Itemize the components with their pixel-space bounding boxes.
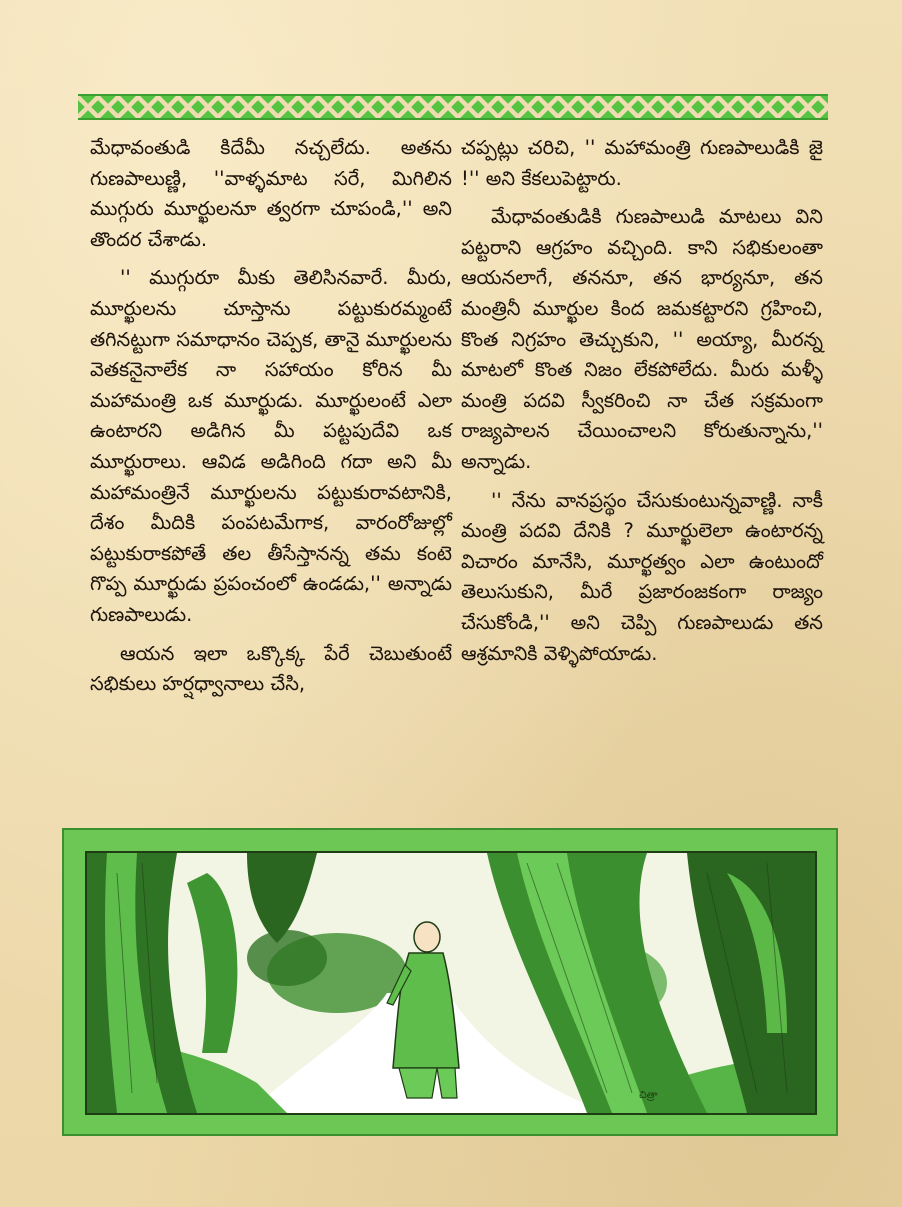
forest-illustration [85, 851, 817, 1115]
artist-signature: చిత్రా [639, 1090, 658, 1101]
paragraph: చప్పట్లు చరిచి, '' మహామంత్రి గుణపాలుడికి జై !'' అని కేకలుపెట్టారు. [461, 136, 823, 190]
paragraph: మేధావంతుడికి గుణపాలుడి మాటలు విని పట్టరాని ఆగ్రహం వచ్చింది. కాని సభికులంతా ఆయనలాగే, తననూ, తన భార్యనూ, తన మంత్రినీ మూర్ఖుల కింద జమకట్టారని గ్రహించి, కొంత నిగ్రహం తెచ్చుకుని, '' అయ్యా, మీరన్న మాటలో కొంత నిజం లేకపోలేదు. మీరు మళ్ళీ మంత్రి పదవి స్వీకరించి నా చేత సక్రమంగా రాజ్యపాలన చేయించాలని కోరుతున్నాను,'' అన్నాడు. [461, 205, 823, 473]
paragraph: ఆయన ఇలా ఒక్కొక్క పేరే చెబుతుంటే సభికులు హర్షధ్వానాలు చేసి, [90, 641, 452, 696]
paragraph: '' నేను వానప్రస్థం చేసుకుంటున్నవాణ్ణి. నాకీ మంత్రి పదవి దేనికి ? మూర్ఖులెలా ఉంటారన్న విచారం మానేసి, మూర్ఖత్వం ఎలా ఉంటుందో తెలుసుకుని, మీరే ప్రజారంజకంగా రాజ్యం చేసుకోండి,'' అని చెప్పి గుణపాలుడు తన ఆశ్రమానికి వెళ్ళిపోయాడు. [461, 488, 823, 665]
left-column [90, 133, 452, 700]
forest-scene-image [87, 853, 815, 1113]
paragraph: '' ముగ్గురూ మీకు తెలిసినవారే. మీరు, మూర్ఖులను చూస్తాను పట్టుకురమ్మంటే తగినట్టుగా సమాధానం చెప్పక, తానై మూర్ఖులను వెతకనైనాలేక నా సహాయం కోరిన మీ మహామంత్రి ఒక మూర్ఖుడు. మూర్ఖులంటే ఎలా ఉంటారని అడిగిన మీ పట్టపుదేవి ఒక మూర్ఖురాలు. ఆవిడ అడిగింది గదా అని మీ మహామంత్రినే మూర్ఖులను పట్టుకురావటానికి, దేశం మీదికి పంపటమేగాక, వారంరోజుల్లో పట్టుకురాకపోతే తల తీసేస్తానన్న తమ కంటె గొప్ప మూర్ఖుడు ప్రపంచంలో ఉండడు,'' అన్నాడు గుణపాలుడు. [90, 266, 452, 626]
paragraph: మేధావంతుడి కిదేమీ నచ్చలేదు. అతను గుణపాలుణ్ణి, ''వాళ్ళమాట సరే, మిగిలిన ముగ్గురు మూర్ఖులనూ త్వరగా చూపండి,'' అని తొందర చేశాడు. [90, 136, 452, 251]
decorative-border [78, 94, 828, 120]
right-column [461, 133, 823, 669]
